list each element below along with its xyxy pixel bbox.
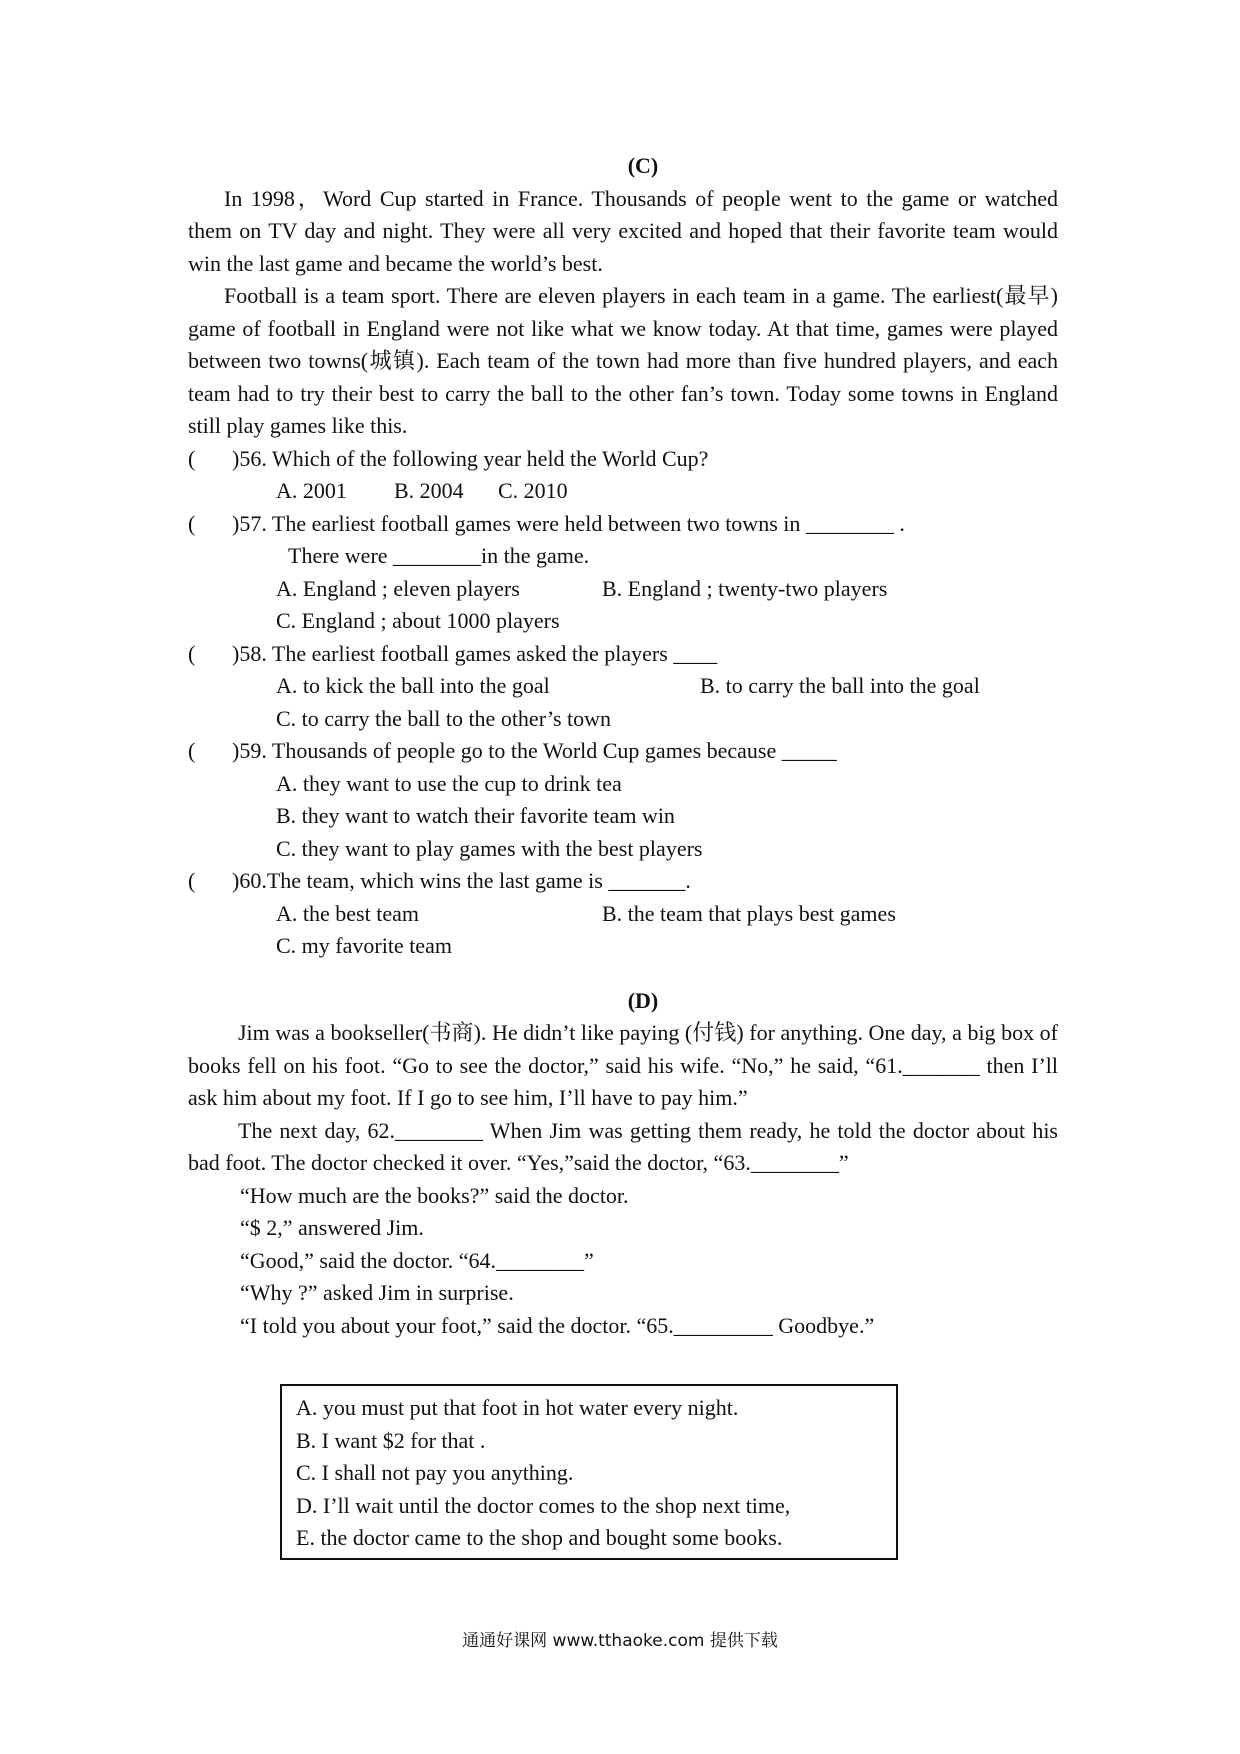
option-c: C. they want to play games with the best players <box>276 835 703 861</box>
option-a: A. to kick the ball into the goal <box>276 673 550 698</box>
option-b: B. the team that plays best games <box>602 900 896 926</box>
section-d-paragraph-1: Jim was a bookseller(书商). He didn’t like paying (付钱) for anything. One day, a big box of books fell on his foot. “Go to see the doctor,” said his wife. “No,” he said, “61._______ then I’ll ask him about my foot. If I go to see him, I’ll have to pay him.” <box>188 1020 1058 1110</box>
option-c: C. 2010 <box>498 478 568 503</box>
option-b: B. they want to watch their favorite team win <box>276 803 675 828</box>
section-c-title: (C) <box>627 153 659 178</box>
box-option-b: B. I want $2 for that . <box>296 1427 486 1453</box>
option-a: A. they want to use the cup to drink tea <box>276 770 622 796</box>
question-56 <box>188 443 1058 476</box>
question-stem-line-2: There were ________in the game. <box>288 543 590 568</box>
box-option-c: C. I shall not pay you anything. <box>296 1460 574 1485</box>
option-c: C. to carry the ball to the other’s town <box>276 705 612 731</box>
question-60-options <box>188 898 1058 963</box>
dialog-block <box>188 1180 1058 1343</box>
answer-options-box <box>280 1384 898 1560</box>
option-a: A. 2001 <box>276 478 347 503</box>
answer-blank: ( <box>188 510 196 536</box>
page-footer: 通通好课网 www.tthaoke.com 提供下载 <box>462 1631 778 1651</box>
answer-blank: ( <box>188 868 196 893</box>
dialog-line: “How much are the books?” said the doctor. <box>240 1182 629 1208</box>
question-59 <box>188 735 1058 768</box>
dialog-line: “Good,” said the doctor. “64.________” <box>240 1247 594 1273</box>
option-b: B. England ; twenty-two players <box>602 575 888 601</box>
answer-blank: ( <box>188 445 196 471</box>
section-d-title: (D) <box>627 987 659 1013</box>
question-60 <box>188 865 1058 898</box>
question-stem: )58. The earliest football games asked the players ____ <box>232 640 718 666</box>
option-b: B. 2004 <box>394 478 464 503</box>
question-stem: )60.The team, which wins the last game is _______. <box>232 868 691 893</box>
question-stem: )57. The earliest football games were held between two towns in ________ . <box>232 510 905 536</box>
dialog-line: “I told you about your foot,” said the doctor. “65._________ Goodbye.” <box>240 1312 875 1338</box>
question-57 <box>188 508 1058 573</box>
answer-blank: ( <box>188 640 196 666</box>
question-58-options <box>188 670 1058 735</box>
section-d-paragraph-2: The next day, 62.________ When Jim was getting them ready, he told the doctor about his bad foot. The doctor checked it over. “Yes,”said the doctor, “63.________” <box>188 1117 1058 1175</box>
page-content <box>188 150 1058 1342</box>
option-a: A. England ; eleven players <box>276 575 520 601</box>
question-56-options <box>188 475 1058 508</box>
answer-blank: ( <box>188 738 196 763</box>
question-stem: )56. Which of the following year held the World Cup? <box>232 445 709 471</box>
question-59-options <box>188 768 1058 866</box>
option-b: B. to carry the ball into the goal <box>700 673 980 698</box>
option-c: C. my favorite team <box>276 933 452 958</box>
dialog-line: “$ 2,” answered Jim. <box>240 1215 424 1240</box>
dialog-line: “Why ?” asked Jim in surprise. <box>240 1280 514 1305</box>
question-58 <box>188 638 1058 671</box>
option-c: C. England ; about 1000 players <box>276 608 560 633</box>
option-a: A. the best team <box>276 900 419 926</box>
section-c-paragraph-2: Football is a team sport. There are eleven players in each team in a game. The earliest(最早) game of football in England were not like what we know today. At that time, games were played between two towns(城镇). Each team of the town had more than five hundred players, and each team had to try their best to carry the ball to the other fan’s town. Today some towns in England still play games like this. <box>188 283 1058 438</box>
box-option-a: A. you must put that foot in hot water every night. <box>296 1395 739 1420</box>
question-57-options <box>188 573 1058 638</box>
box-option-e: E. the doctor came to the shop and bought some books. <box>296 1525 783 1550</box>
box-option-d: D. I’ll wait until the doctor comes to the shop next time, <box>296 1492 791 1518</box>
section-gap <box>188 963 1058 985</box>
section-c-paragraph-1: In 1998，Word Cup started in France. Thousands of people went to the game or watched them on TV day and night. They were all very excited and hoped that their favorite team would win the last game and became the world’s best. <box>188 185 1058 276</box>
question-stem: )59. Thousands of people go to the World Cup games because _____ <box>232 738 837 763</box>
